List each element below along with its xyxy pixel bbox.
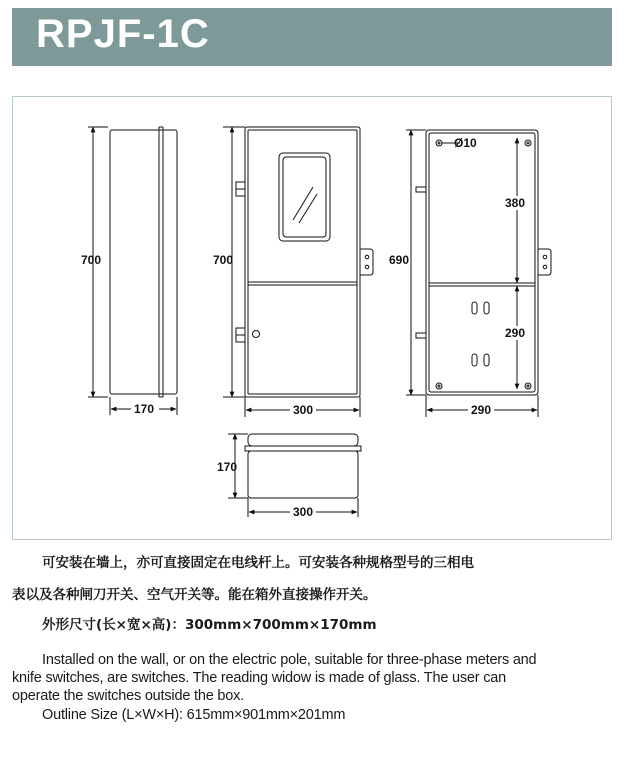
english-description xyxy=(12,651,616,725)
chinese-description xyxy=(12,553,616,635)
side-width-label: 170 xyxy=(134,402,155,416)
en-outline-size: Outline Size (L×W×H): 615mm×901mm×201mm xyxy=(42,707,346,723)
front-height-label: 700 xyxy=(213,253,234,267)
top-width-label: 300 xyxy=(293,505,314,519)
hole-diameter-label: Ø10 xyxy=(454,136,477,150)
top-depth-label: 170 xyxy=(217,460,238,474)
interior-view xyxy=(406,130,551,417)
en-line-2: knife switches, are switches. The reading widow is made of glass. The user can xyxy=(12,670,507,686)
front-width-label: 300 xyxy=(293,403,314,417)
side-height-label: 700 xyxy=(81,253,102,267)
zh-line-1: 可安装在墙上，亦可直接固定在电线杆上。可安装各种规格型号的三相电 xyxy=(42,555,474,571)
technical-drawing xyxy=(12,96,612,540)
interior-width-label: 290 xyxy=(471,403,492,417)
top-section-label: 380 xyxy=(505,196,526,210)
side-view xyxy=(88,127,177,415)
title-banner xyxy=(12,8,612,66)
zh-line-2: 表以及各种闸刀开关、空气开关等。能在箱外直接操作开关。 xyxy=(12,587,377,603)
product-title: RPJF-1C xyxy=(36,12,210,56)
front-view xyxy=(223,127,373,417)
bottom-section-label: 290 xyxy=(505,326,526,340)
en-line-1: Installed on the wall, or on the electric pole, suitable for three-phase meters and xyxy=(42,652,537,668)
en-line-3: operate the switches outside the box. xyxy=(12,688,244,704)
interior-height-label: 690 xyxy=(389,253,410,267)
zh-outline-size: 外形尺寸(长×宽×高)：300mm×700mm×170mm xyxy=(42,617,377,633)
drawing-svg xyxy=(13,97,613,541)
